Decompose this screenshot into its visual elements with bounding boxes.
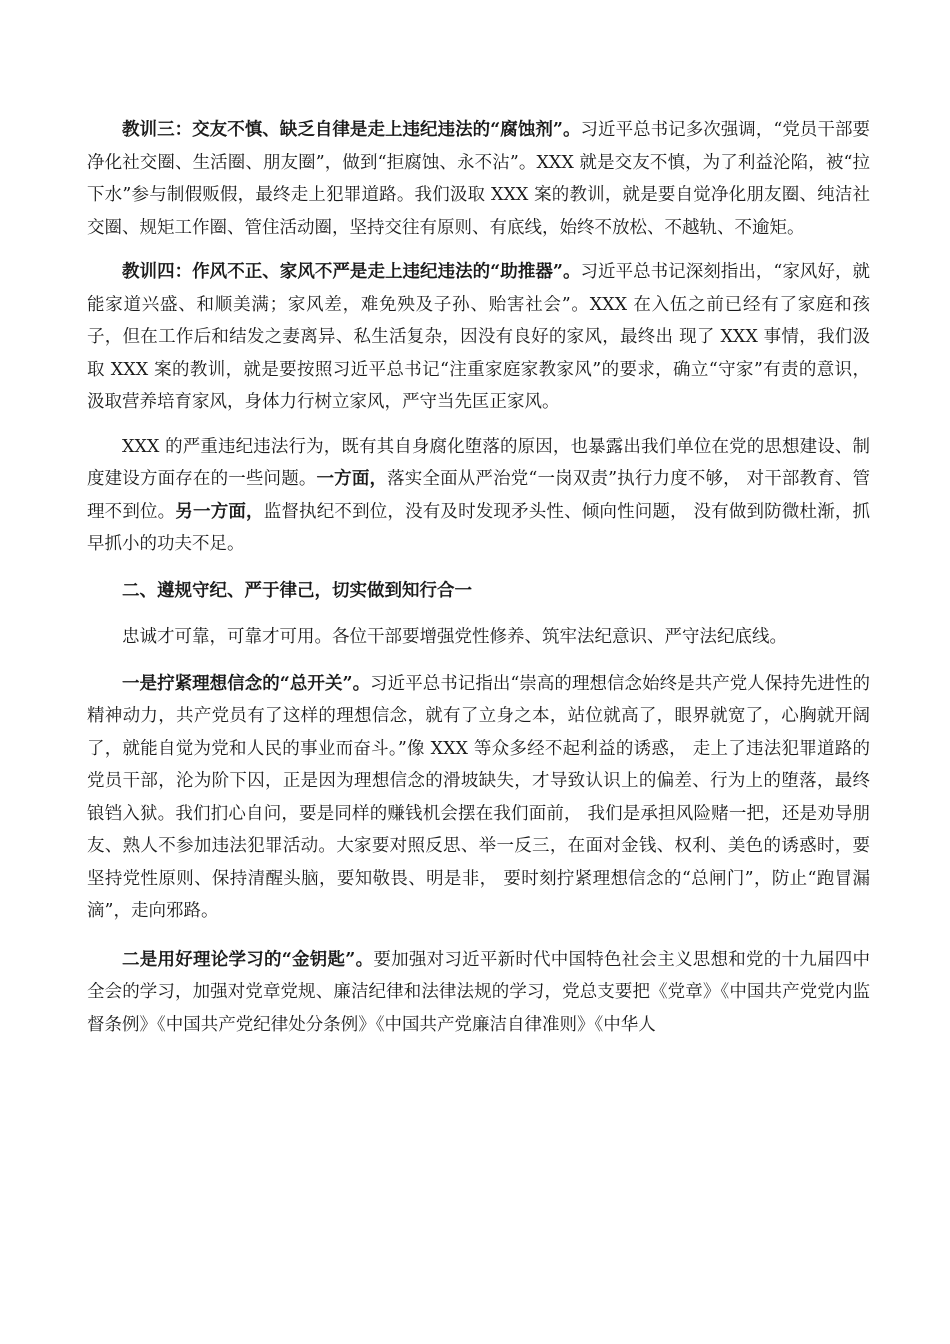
first-aspect-label: 一方面，: [316, 469, 388, 489]
second-aspect-text: 监督执纪不到位，没有及时发现矛头性、倾向性问题， 没有做到防微杜渐，抓早抓小的功夫不足。: [87, 501, 871, 554]
section-heading-two: 二、遵规守纪、严于律己，切实做到知行合一: [122, 580, 472, 601]
ideals-text: 习近平总书记指出“崇高的理想信念始终是共产党人保持先进性的精神动力，共产党员有了这样的理想信念，就有了立身之本，站位就高了，眼界就宽了，心胸就开阔了，就能自觉为党和人民的事业而奋斗。”像 XXX 等众多经不起利益的诱惑， 走上了违法犯罪道路的党员干部，沦为阶下囚，正是因为理想信念的滑坡缺失，才导致认识上的偏差、行为上的堕落，最终锒铛入狱。我们扪心自问，要是同样的赚钱机会摆在我们面前， 我们是承担风险赌一把，还是劝导朋友、熟人不参加违法犯罪活动。大家要对照反思、举一反三，在面对金钱、权利、美色的诱惑时，要坚持党性原则、保持清醒头脑，要知敬畏、明是非， 要时刻拧紧理想信念的“总闸门”，防止“跑冒漏滴”，走向邪路。: [87, 673, 870, 921]
paragraph-theory-study: [87, 944, 870, 1042]
paragraph-lesson-four: [87, 256, 870, 419]
lesson-three-text: 习近平总书记多次强调，“党员干部要净化社交圈、生活圈、朋友圈”，做到“拒腐蚀、永不沾”。XXX 就是交友不慎，为了利益沦陷，被“拉下水”参与制假贩假，最终走上犯罪道路。我们汲取 XXX 案的教训，就是要自觉净化朋友圈、纯洁社交圈、规矩工作圈、管住活动圈，坚持交往有原则、有底线，始终不放松、不越轨、不逾矩。: [87, 120, 870, 238]
paragraph-ideals: [87, 668, 870, 928]
paragraph-problems: [87, 431, 870, 561]
ideals-heading: 一是拧紧理想信念的“总开关”。: [122, 673, 371, 694]
paragraph-loyalty: 忠诚才可靠，可靠才可用。各位干部要增强党性修养、筑牢法纪意识、严守法纪底线。: [122, 627, 787, 647]
lesson-four-heading: 教训四：作风不正、家风不严是走上违纪违法的“助推器”。: [122, 262, 581, 282]
first-aspect-text: 落实全面从严治党“一岗双责”执行力度不够， 对干部教育、管理不到位。: [87, 469, 870, 522]
theory-study-text: 要加强对习近平新时代中国特色社会主义思想和党的十九届四中全会的学习，加强对党章党规、廉洁纪律和法律法规的学习，党总支要把《党章》《中国共产党党内监督条例》《中国共产党纪律处分条例》《中国共产党廉洁自律准则》《中华人: [87, 949, 871, 1035]
theory-study-heading: 二是用好理论学习的“金钥匙”。: [122, 949, 374, 970]
problems-intro: XXX 的严重违纪违法行为，既有其自身腐化堕落的原因，也暴露出我们单位在党的思想建设、制度建设方面存在的一些问题。: [87, 436, 870, 489]
lesson-four-text: 习近平总书记深刻指出，“家风好，就能家道兴盛、和顺美满；家风差，难免殃及子孙、贻害社会”。XXX 在入伍之前已经有了家庭和孩子，但在工作后和结发之妻离异、私生活复杂，因没有良好的家风，最终出 现了 XXX 事情，我们汲取 XXX 案的教训，就是要按照习近平总书记“注重家庭家教家风”的要求，确立“守家”有责的意识，汲取营养培育家风，身体力行树立家风，严守当先匡正家风。: [87, 262, 870, 412]
paragraph-lesson-three: [87, 114, 870, 244]
lesson-three-heading: 教训三：交友不慎、缺乏自律是走上违纪违法的“腐蚀剂”。: [122, 120, 581, 140]
second-aspect-label: 另一方面，: [175, 501, 264, 522]
